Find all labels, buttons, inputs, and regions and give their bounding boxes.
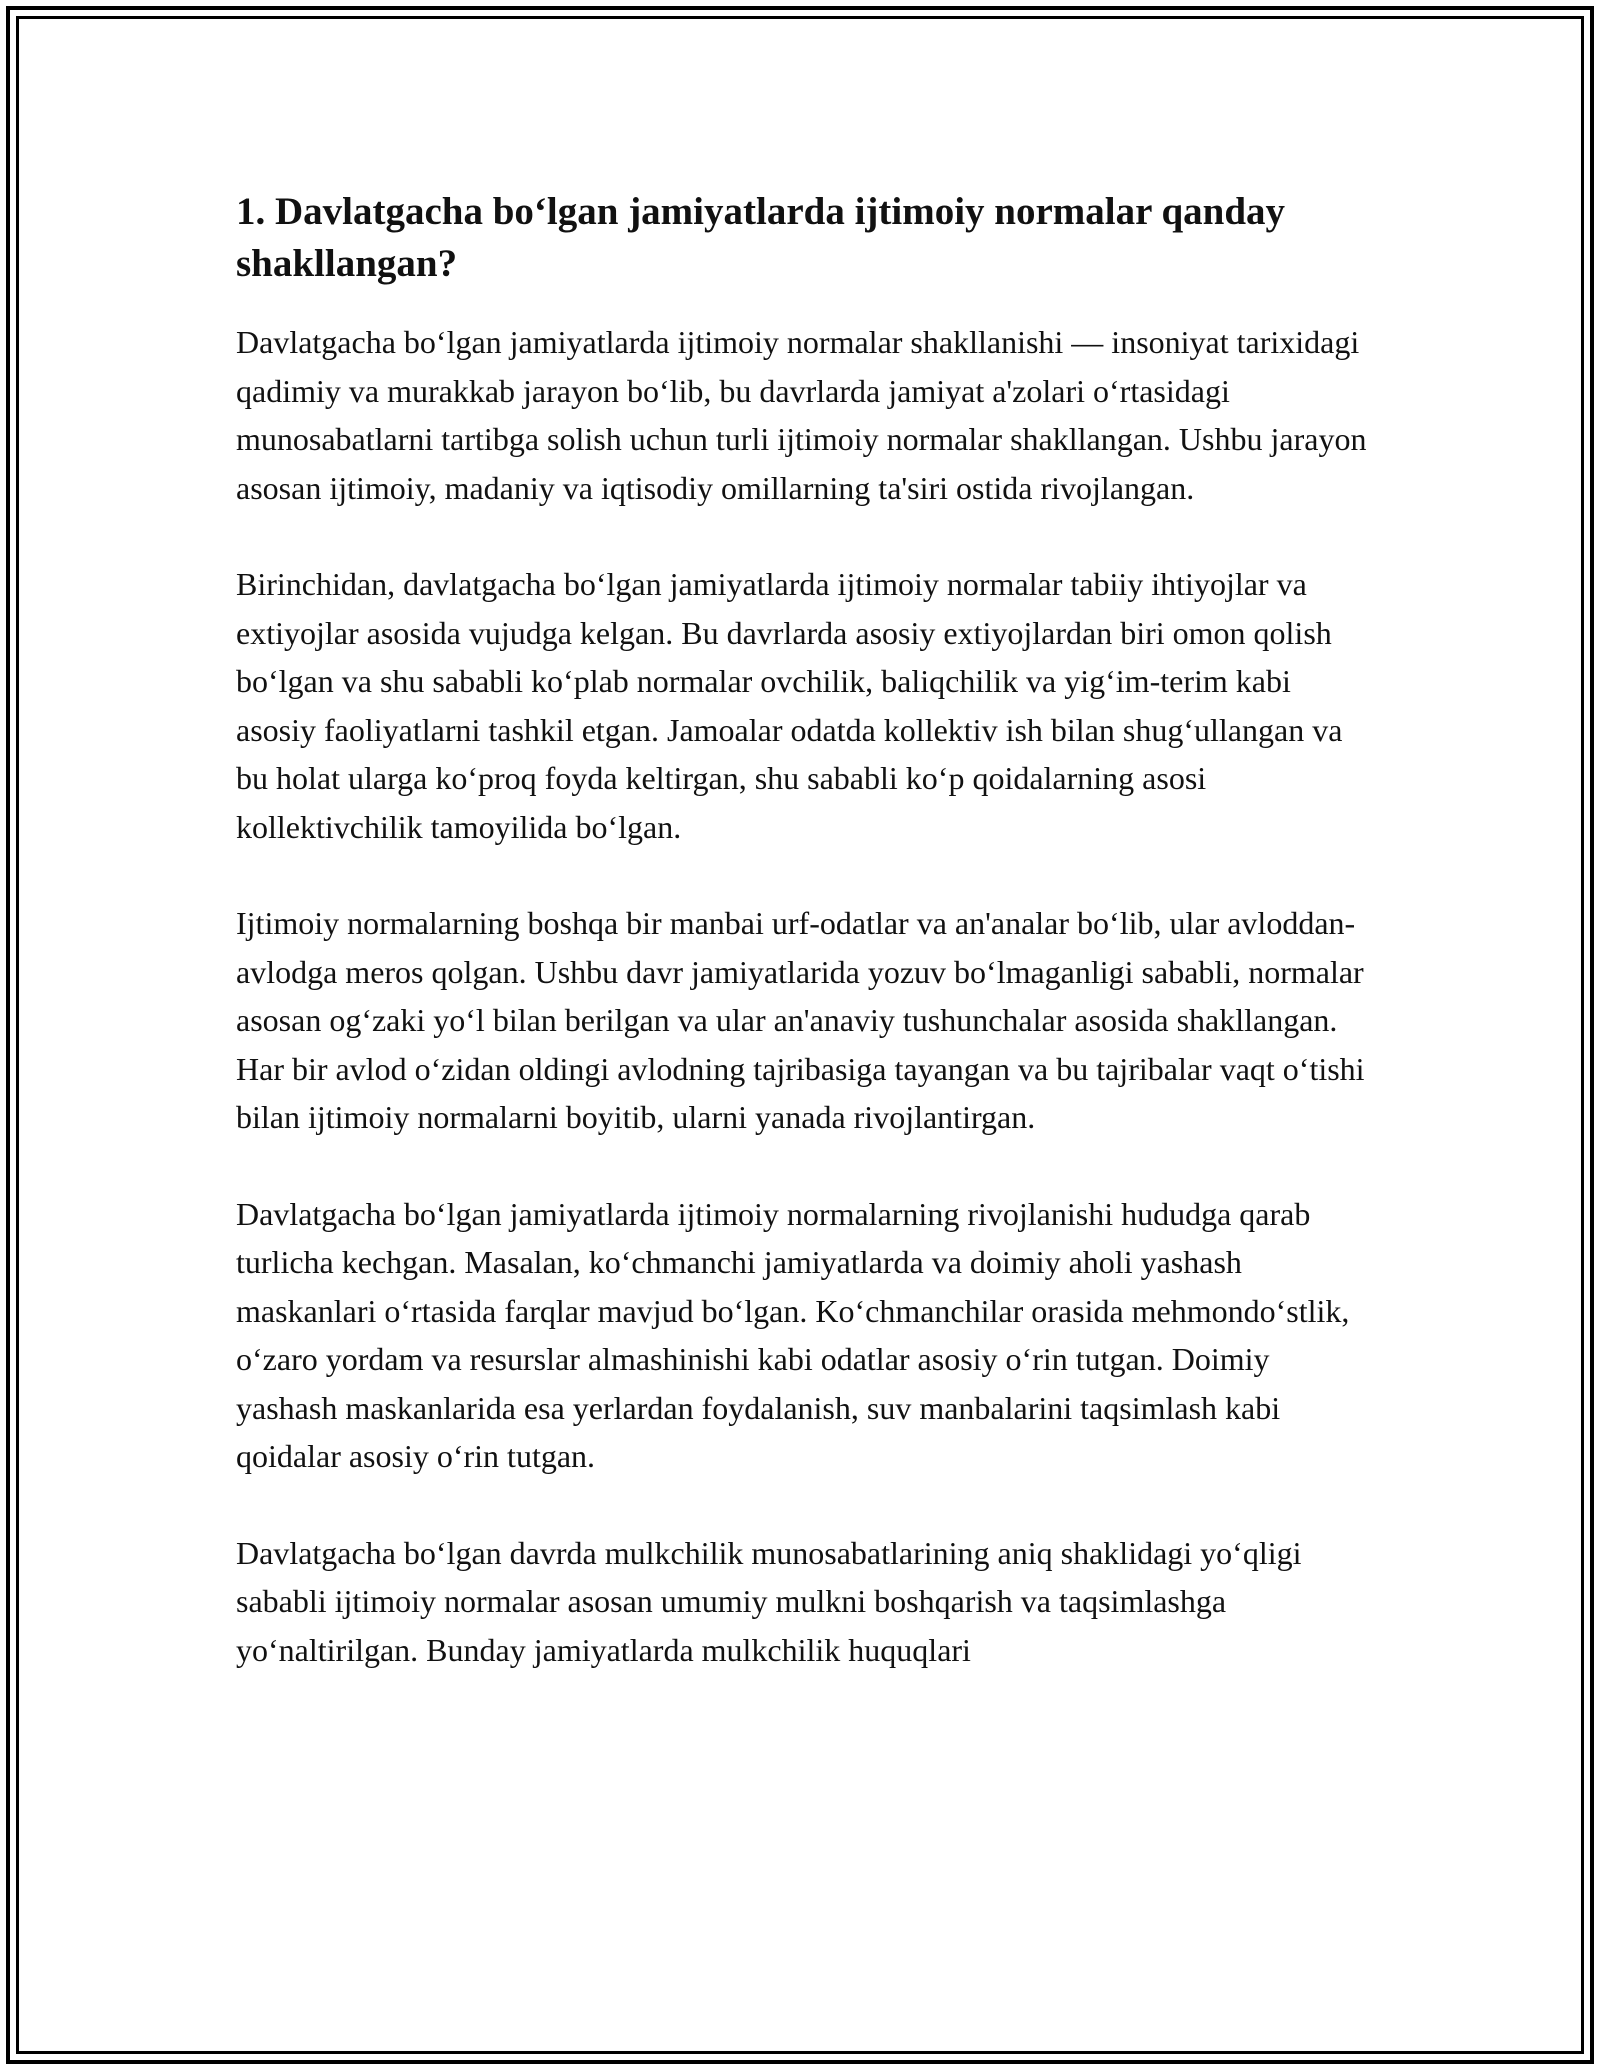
paragraph-natural-needs: Birinchidan, davlatgacha bo‘lgan jamiyatlarda ijtimoiy normalar tabiiy ihtiyojlar va extiyojlar asosida vujudga kelgan. Bu davrlarda asosiy extiyojlardan biri omon qolish bo‘lgan va shu sababli ko‘plab normalar ovchilik, baliqchilik va yig‘im-terim kabi asosiy faoliyatlarni tashkil etgan. Jamoalar odatda kollektiv ish bilan shug‘ullangan va bu holat ularga ko‘proq foyda keltirgan, shu sababli ko‘p qoidalarning asosi kollektivchilik tamoyilida bo‘lgan. <box>236 566 1343 845</box>
question-heading: 1. Davlatgacha bo‘lgan jamiyatlarda ijtimoiy normalar qanday shakllangan? <box>236 190 1286 285</box>
paragraph-customs-traditions: Ijtimoiy normalarning boshqa bir manbai urf-odatlar va an'analar bo‘lib, ular avloddan-avlodga meros qolgan. Ushbu davr jamiyatlarida yozuv bo‘lmaganligi sababli, normalar asosan og‘zaki yo‘l bilan berilgan va ular an'anaviy tushunchalar asosida shakllangan. Har bir avlod o‘zidan oldingi avlodning tajribasiga tayangan va bu tajribalar vaqt o‘tishi bilan ijtimoiy normalarni boyitib, ularni yanada rivojlantirgan. <box>236 905 1365 1135</box>
paragraph-intro: Davlatgacha bo‘lgan jamiyatlarda ijtimoiy normalar shakllanishi — insoniyat tarixidagi qadimiy va murakkab jarayon bo‘lib, bu davrlarda jamiyat a'zolari o‘rtasidagi munosabatlarni tartibga solish uchun turli ijtimoiy normalar shakllangan. Ushbu jarayon asosan ijtimoiy, madaniy va iqtisodiy omillarning ta'siri ostida rivojlangan. <box>236 324 1367 506</box>
paragraph-regional-differences: Davlatgacha bo‘lgan jamiyatlarda ijtimoiy normalarning rivojlanishi hududga qarab turlicha kechgan. Masalan, ko‘chmanchi jamiyatlarda va doimiy aholi yashash maskanlari o‘rtasida farqlar mavjud bo‘lgan. Ko‘chmanchilar orasida mehmondo‘stlik, o‘zaro yordam va resurslar almashinishi kabi odatlar asosiy o‘rin tutgan. Doimiy yashash maskanlarida esa yerlardan foydalanish, suv manbalarini taqsimlash kabi qoidalar asosiy o‘rin tutgan. <box>236 1195 1350 1474</box>
paragraph-property-relations: Davlatgacha bo‘lgan davrda mulkchilik munosabatlarining aniq shaklidagi yo‘qligi sababli ijtimoiy normalar asosan umumiy mulkni boshqarish va taqsimlashga yo‘naltirilgan. Bunday jamiyatlarda mulkchilik huquqlari <box>236 1534 1302 1668</box>
document-body <box>236 186 1376 1674</box>
